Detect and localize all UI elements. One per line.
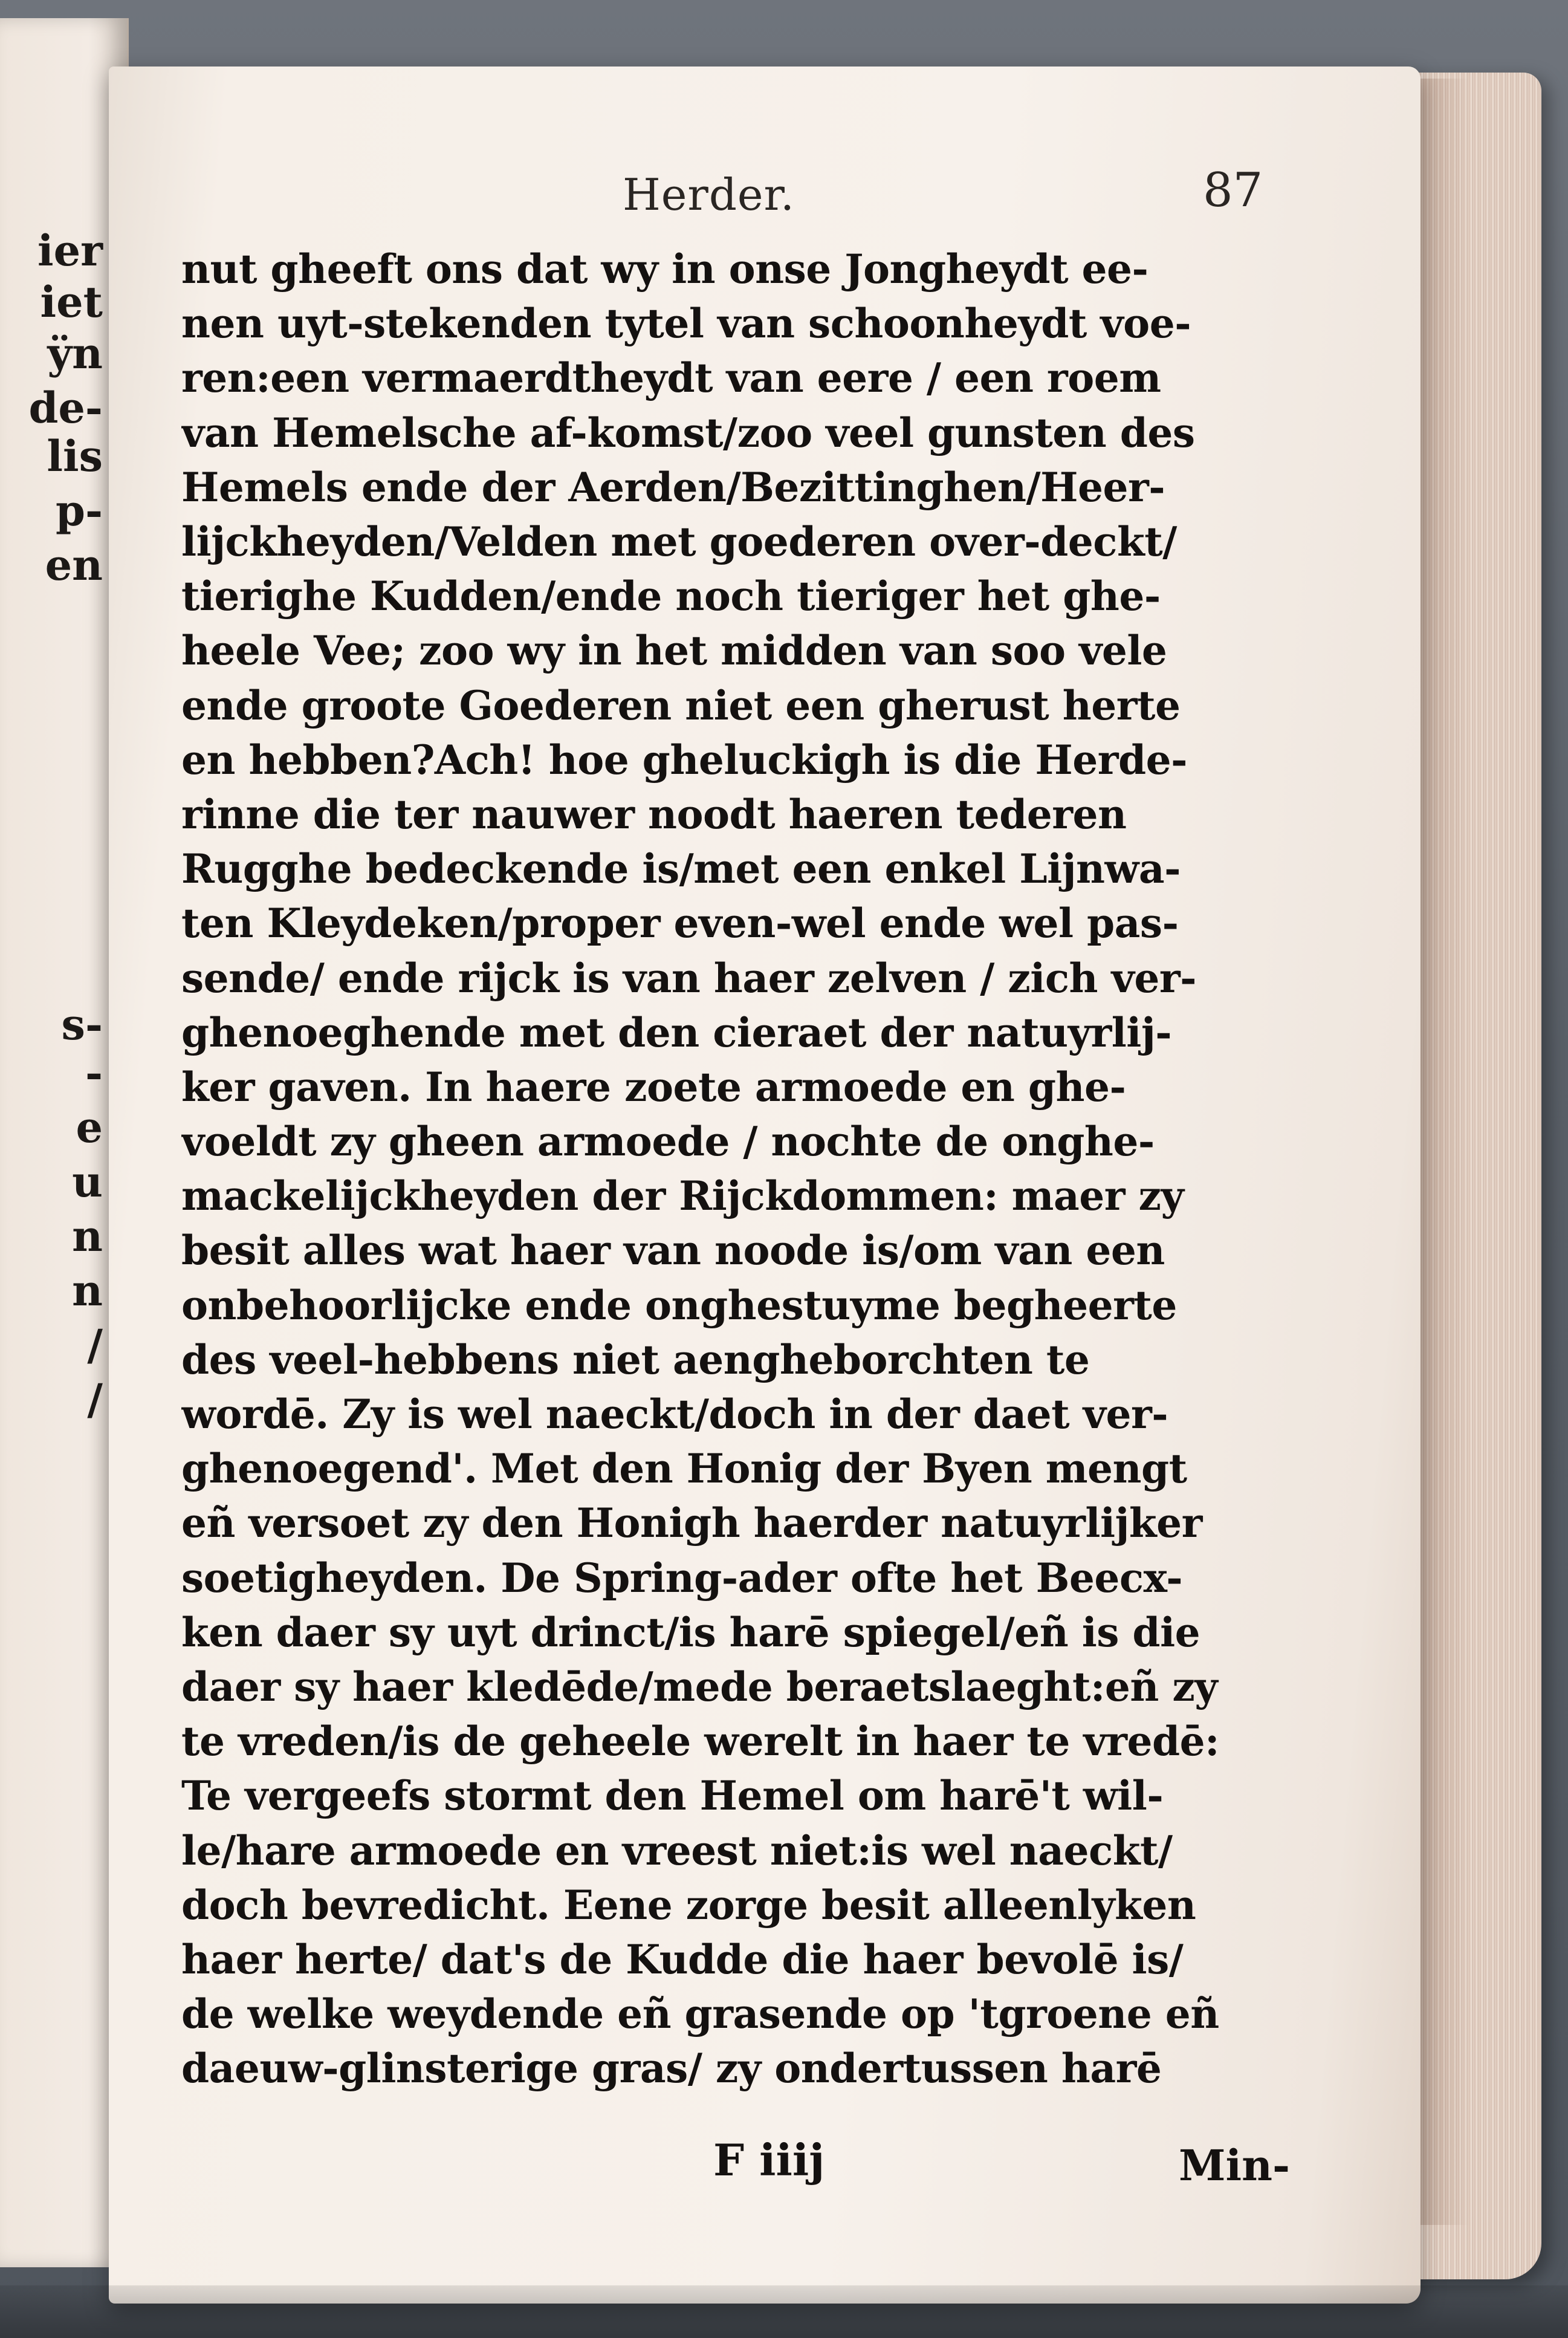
page-edge-shadow [1421, 79, 1469, 2225]
left-page-fragment: n [72, 1211, 103, 1261]
text-line: Hemels ende der Aerden/Bezittinghen/Heer- [181, 463, 1165, 511]
text-line: le/hare armoede en vreest niet:is wel naeckt/ [181, 1827, 1173, 1874]
text-line: en hebben?Ach! hoe gheluckigh is die Herde- [181, 736, 1188, 784]
left-page-fragment: p- [56, 485, 103, 536]
text-line: wordē. Zy is wel naeckt/doch in der daet ver- [181, 1391, 1168, 1438]
text-line: ker gaven. In haere zoete armoede en ghe- [181, 1063, 1126, 1111]
catchword: Min- [1179, 2140, 1291, 2190]
text-line: besit alles wat haer van noode is/om van een [181, 1227, 1165, 1275]
text-line: te vreden/is de geheele werelt in haer te vredē: [181, 1718, 1219, 1765]
bottom-shadow [0, 2285, 1568, 2338]
text-line: lijckheyden/Velden met goederen over-deckt/ [181, 518, 1177, 566]
text-line: rinne die ter nauwer noodt haeren tederen [181, 790, 1127, 838]
text-line: nut gheeft ons dat wy in onse Jongheydt ee- [181, 245, 1148, 293]
text-line: ende groote Goederen niet een gherust herte [181, 681, 1181, 729]
text-line: haer herte/ dat's de Kudde die haer bevolē is/ [181, 1935, 1184, 1983]
left-page-fragment: - [85, 1048, 103, 1098]
text-line: mackelijckheyden der Rijckdommen: maer zy [181, 1172, 1184, 1220]
left-page-fragment: / [87, 1374, 103, 1424]
text-line: des veel-hebbens niet aengheborchten te [181, 1336, 1090, 1383]
text-line: tierighe Kudden/ende noch tieriger het ghe- [181, 573, 1161, 620]
text-line: ten Kleydeken/proper even-wel ende wel pas- [181, 900, 1179, 947]
text-line: voeldt zy gheen armoede / nochte de onghe- [181, 1118, 1155, 1166]
text-line: de welke weydende eñ grasende op 'tgroene eñ [181, 1990, 1219, 2038]
left-page-fragment: e [76, 1102, 103, 1152]
left-page-fragment: en [45, 540, 103, 590]
running-head: Herder. [623, 169, 795, 220]
text-block [181, 242, 1342, 2164]
text-line: daer sy haer kledēde/mede beraetslaeght:eñ zy [181, 1663, 1218, 1710]
book-page [109, 67, 1421, 2304]
page-footer [109, 2134, 1421, 2201]
left-page-fragment: iet [40, 277, 103, 327]
text-line: ghenoegend'. Met den Honig der Byen mengt [181, 1445, 1187, 1493]
left-page-fragment: s- [61, 999, 103, 1050]
text-line: sende/ ende rijck is van haer zelven / zich ver- [181, 954, 1196, 1002]
text-line: van Hemelsche af-komst/zoo veel gunsten des [181, 409, 1195, 456]
left-page-fragment: u [72, 1157, 103, 1207]
text-line: ren:een vermaerdtheydt van eere / een roem [181, 354, 1161, 402]
left-page-fragment: lis [47, 431, 103, 481]
left-page-fragment: n [72, 1265, 103, 1316]
left-page-fragment: ier [37, 226, 103, 276]
text-line: soetigheyden. De Spring-ader ofte het Beecx- [181, 1554, 1183, 1602]
left-page-fragment: / [87, 1320, 103, 1370]
text-line: doch bevredicht. Eene zorge besit alleenlyken [181, 1881, 1196, 1929]
page-header [109, 163, 1421, 236]
left-page-fragment: ÿn [47, 328, 103, 378]
left-page-fragment: de- [28, 383, 103, 433]
text-line: onbehoorlijcke ende onghestuyme begheerte [181, 1281, 1177, 1329]
text-line: heele Vee; zoo wy in het midden van soo vele [181, 627, 1167, 675]
text-line: daeuw-glinsterige gras/ zy ondertussen harē [181, 2045, 1162, 2093]
signature-mark: F iiij [713, 2134, 825, 2186]
page-number: 87 [1203, 163, 1263, 218]
text-line: nen uyt-stekenden tytel van schoonheydt voe- [181, 300, 1191, 348]
text-line: ken daer sy uyt drinct/is harē spiegel/eñ is die [181, 1608, 1200, 1656]
text-line: eñ versoet zy den Honigh haerder natuyrlijker [181, 1499, 1202, 1547]
text-line: Te vergeefs stormt den Hemel om harē't wil- [181, 1772, 1164, 1820]
text-line: ghenoeghende met den cieraet der natuyrlij- [181, 1008, 1172, 1056]
text-line: Rugghe bedeckende is/met een enkel Lijnwa- [181, 845, 1181, 893]
